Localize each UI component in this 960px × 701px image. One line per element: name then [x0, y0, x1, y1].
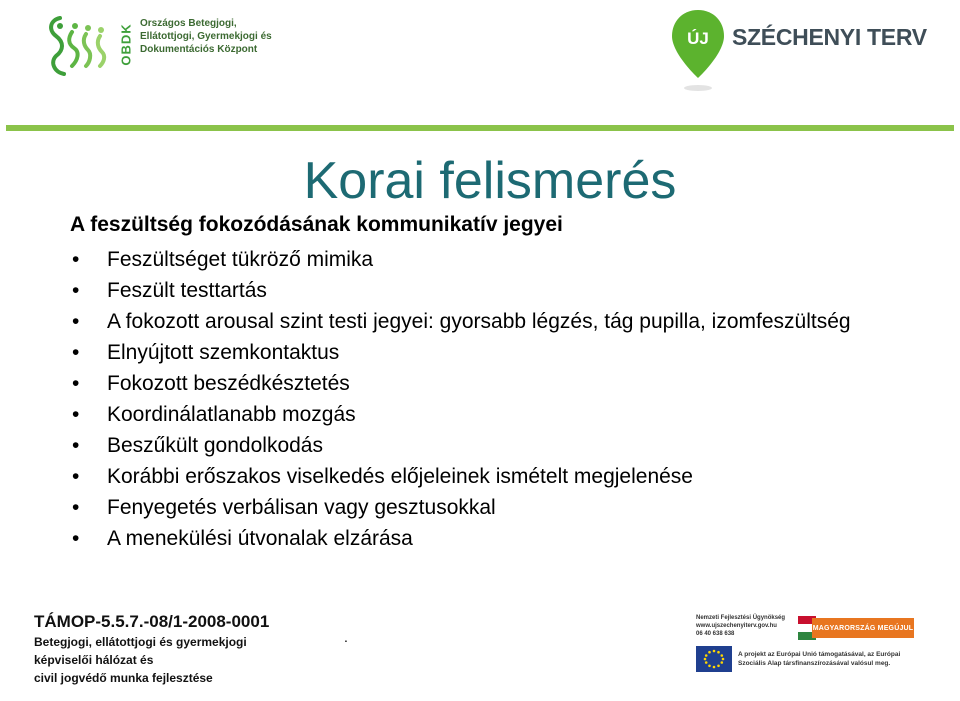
bullet-item: • Feszültséget tükröző mimika	[70, 244, 910, 275]
szechenyi-terv-logo	[668, 4, 940, 94]
eu-funding-line: A projekt az Európai Unió támogatásával, az Európai	[738, 651, 901, 658]
eu-funding-text	[738, 650, 900, 668]
magyarorszag-megujul-badge: MAGYARORSZÁG MEGÚJUL	[812, 618, 914, 638]
bullet-item: • Fokozott beszédkésztetés	[70, 368, 910, 399]
bullet-item: • Fenyegetés verbálisan vagy gesztusokkal	[70, 492, 910, 523]
uj-badge-text: ÚJ	[687, 29, 709, 48]
bullet-list	[70, 244, 910, 554]
bullet-item: • Korábbi erőszakos viselkedés előjeleinek ismételt megjelenése	[70, 461, 910, 492]
bullet-item: • A menekülési útvonalak elzárása	[70, 523, 910, 554]
eu-funding-line: Szociális Alap társfinanszírozásával valósul meg.	[738, 660, 891, 667]
obdk-name-line: Dokumentációs Központ	[140, 44, 258, 55]
bullet-item: • Elnyújtott szemkontaktus	[70, 337, 910, 368]
bullet-item: • A fokozott arousal szint testi jegyei: gyorsabb légzés, tág pupilla, izomfeszültség	[70, 306, 910, 337]
project-description-line: képviselői hálózat és	[34, 653, 154, 667]
footer-project-info	[34, 611, 334, 687]
obdk-name-line: Ellátottjogi, Gyermekjogi és	[140, 31, 272, 42]
section-heading: A feszültség fokozódásának kommunikatív jegyei	[70, 213, 563, 236]
funding-logos	[688, 606, 928, 690]
obdk-logo	[44, 14, 274, 78]
ngu-info	[696, 614, 785, 638]
map-pin-icon	[668, 4, 728, 94]
obdk-emblem-icon	[44, 14, 116, 78]
header-divider	[6, 125, 954, 131]
project-description-line: civil jogvédő munka fejlesztése	[34, 671, 213, 685]
bullet-item: • Feszült testtartás	[70, 275, 910, 306]
eu-flag-icon	[696, 646, 732, 672]
szechenyi-terv-text: SZÉCHENYI TERV	[732, 24, 927, 50]
slide-title: Korai felismerés	[303, 152, 677, 210]
obdk-abbreviation: OBDK	[118, 22, 134, 66]
ngu-line: 06 40 638 638	[696, 631, 735, 637]
project-description-line: Betegjogi, ellátottjogi és gyermekjogi	[34, 635, 247, 649]
obdk-organization-name	[140, 17, 272, 56]
center-mark: .	[344, 629, 348, 645]
bullet-item: • Beszűkült gondolkodás	[70, 430, 910, 461]
obdk-name-line: Országos Betegjogi,	[140, 18, 237, 29]
ngu-line: www.ujszechenyiterv.gov.hu	[696, 623, 777, 629]
bullet-item: • Koordinálatlanabb mozgás	[70, 399, 910, 430]
project-code: TÁMOP-5.5.7.-08/1-2008-0001	[34, 612, 270, 631]
ngu-line: Nemzeti Fejlesztési Ügynökség	[696, 615, 786, 621]
